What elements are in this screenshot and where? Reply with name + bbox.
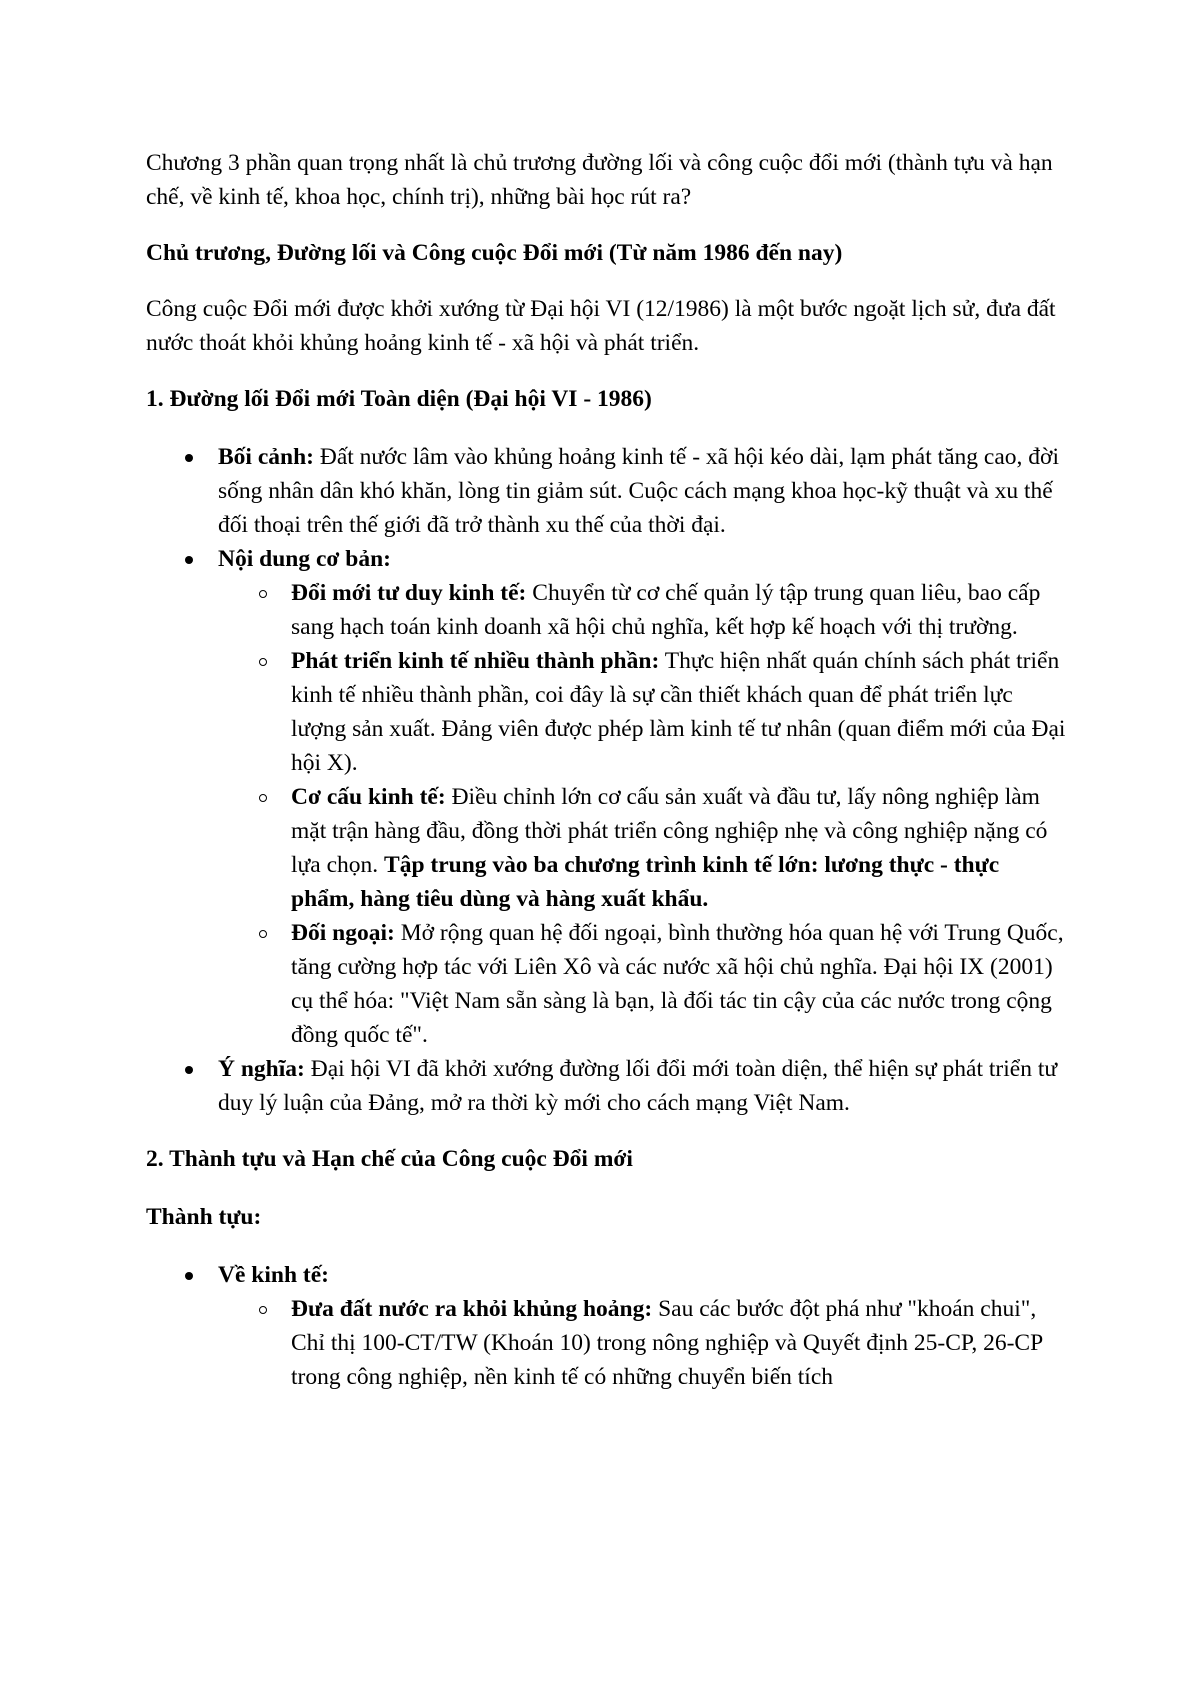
item-label: Đưa đất nước ra khỏi khủng hoảng:	[291, 1296, 653, 1322]
item-label: Cơ cấu kinh tế:	[291, 784, 446, 810]
economy-sublist	[218, 1292, 1066, 1394]
item-label: Phát triển kinh tế nhiều thành phần:	[291, 648, 660, 674]
item-text: Chuyển từ cơ chế quản lý tập trung quan liêu, bao cấp sang hạch toán kinh doanh xã hội chủ nghĩa, kết hợp kế hoạch với thị trường.	[291, 580, 1041, 640]
sublist-item-foreign-relations	[218, 916, 1066, 1052]
item-bold-tail: Tập trung vào ba chương trình kinh tế lớn: lương thực - thực phẩm, hàng tiêu dùng và hàng xuất khẩu.	[291, 852, 1000, 912]
item-text: Sau các bước đột phá như "khoán chui", Chỉ thị 100-CT/TW (Khoán 10) trong nông nghiệp và Quyết định 25-CP, 26-CP trong công nghiệp, nền kinh tế có những chuyển biến tích	[291, 1296, 1043, 1390]
document-content	[146, 146, 1066, 1394]
content-label: Nội dung cơ bản:	[218, 546, 391, 572]
item-label: Đổi mới tư duy kinh tế:	[291, 580, 527, 606]
context-label: Bối cảnh:	[218, 444, 314, 470]
sublist-item-exit-crisis	[218, 1292, 1066, 1394]
list-item-content	[146, 542, 1066, 1052]
section2-title: 2. Thành tựu và Hạn chế của Công cuộc Đổi mới	[146, 1146, 633, 1172]
list-item-meaning	[146, 1052, 1066, 1120]
economy-label: Về kinh tế:	[218, 1262, 329, 1288]
meaning-label: Ý nghĩa:	[218, 1056, 305, 1082]
list-item-context	[146, 440, 1066, 542]
item-label: Đối ngoại:	[291, 920, 395, 946]
lead-paragraph: Công cuộc Đổi mới được khởi xướng từ Đại hội VI (12/1986) là một bước ngoặt lịch sử, đưa đất nước thoát khỏi khủng hoảng kinh tế - xã hội và phát triển.	[146, 296, 1056, 356]
item-text: Mở rộng quan hệ đối ngoại, bình thường hóa quan hệ với Trung Quốc, tăng cường hợp tác với Liên Xô và các nước xã hội chủ nghĩa. Đại hội IX (2001) cụ thể hóa: "Việt Nam sẵn sàng là bạn, là đối tác tin cậy của các nước trong cộng đồng quốc tế".	[291, 920, 1064, 1048]
context-text: Đất nước lâm vào khủng hoảng kinh tế - xã hội kéo dài, lạm phát tăng cao, đời sống nhân dân khó khăn, lòng tin giảm sút. Cuộc cách mạng khoa học-kỹ thuật và xu thế đối thoại trên thế giới đã trở thành xu thế của thời đại.	[218, 444, 1059, 538]
sublist-item-economic-thinking	[218, 576, 1066, 644]
content-sublist	[218, 576, 1066, 1052]
meaning-text: Đại hội VI đã khởi xướng đường lối đổi mới toàn diện, thể hiện sự phát triển tư duy lý luận của Đảng, mở ra thời kỳ mới cho cách mạng Việt Nam.	[218, 1056, 1058, 1116]
document-heading: Chủ trương, Đường lối và Công cuộc Đổi mới (Từ năm 1986 đến nay)	[146, 240, 843, 266]
item-text: Điều chỉnh lớn cơ cấu sản xuất và đầu tư, lấy nông nghiệp làm mặt trận hàng đầu, đồng thời phát triển công nghiệp nhẹ và công nghiệp nặng có lựa chọn.	[291, 784, 1048, 878]
list-item-economy	[146, 1258, 1066, 1394]
section1-title: 1. Đường lối Đổi mới Toàn diện (Đại hội VI - 1986)	[146, 386, 652, 412]
item-text: Thực hiện nhất quán chính sách phát triển kinh tế nhiều thành phần, coi đây là sự cần thiết khách quan để phát triển lực lượng sản xuất. Đảng viên được phép làm kinh tế tư nhân (quan điểm mới của Đại hội X).	[291, 648, 1066, 776]
sublist-item-multi-sector	[218, 644, 1066, 780]
sublist-item-economic-structure	[218, 780, 1066, 916]
achievements-list	[146, 1258, 1066, 1394]
intro-question: Chương 3 phần quan trọng nhất là chủ trương đường lối và công cuộc đổi mới (thành tựu và hạn chế, về kinh tế, khoa học, chính trị), những bài học rút ra?	[146, 150, 1053, 210]
achievements-label: Thành tựu:	[146, 1204, 262, 1230]
section1-list	[146, 440, 1066, 1120]
